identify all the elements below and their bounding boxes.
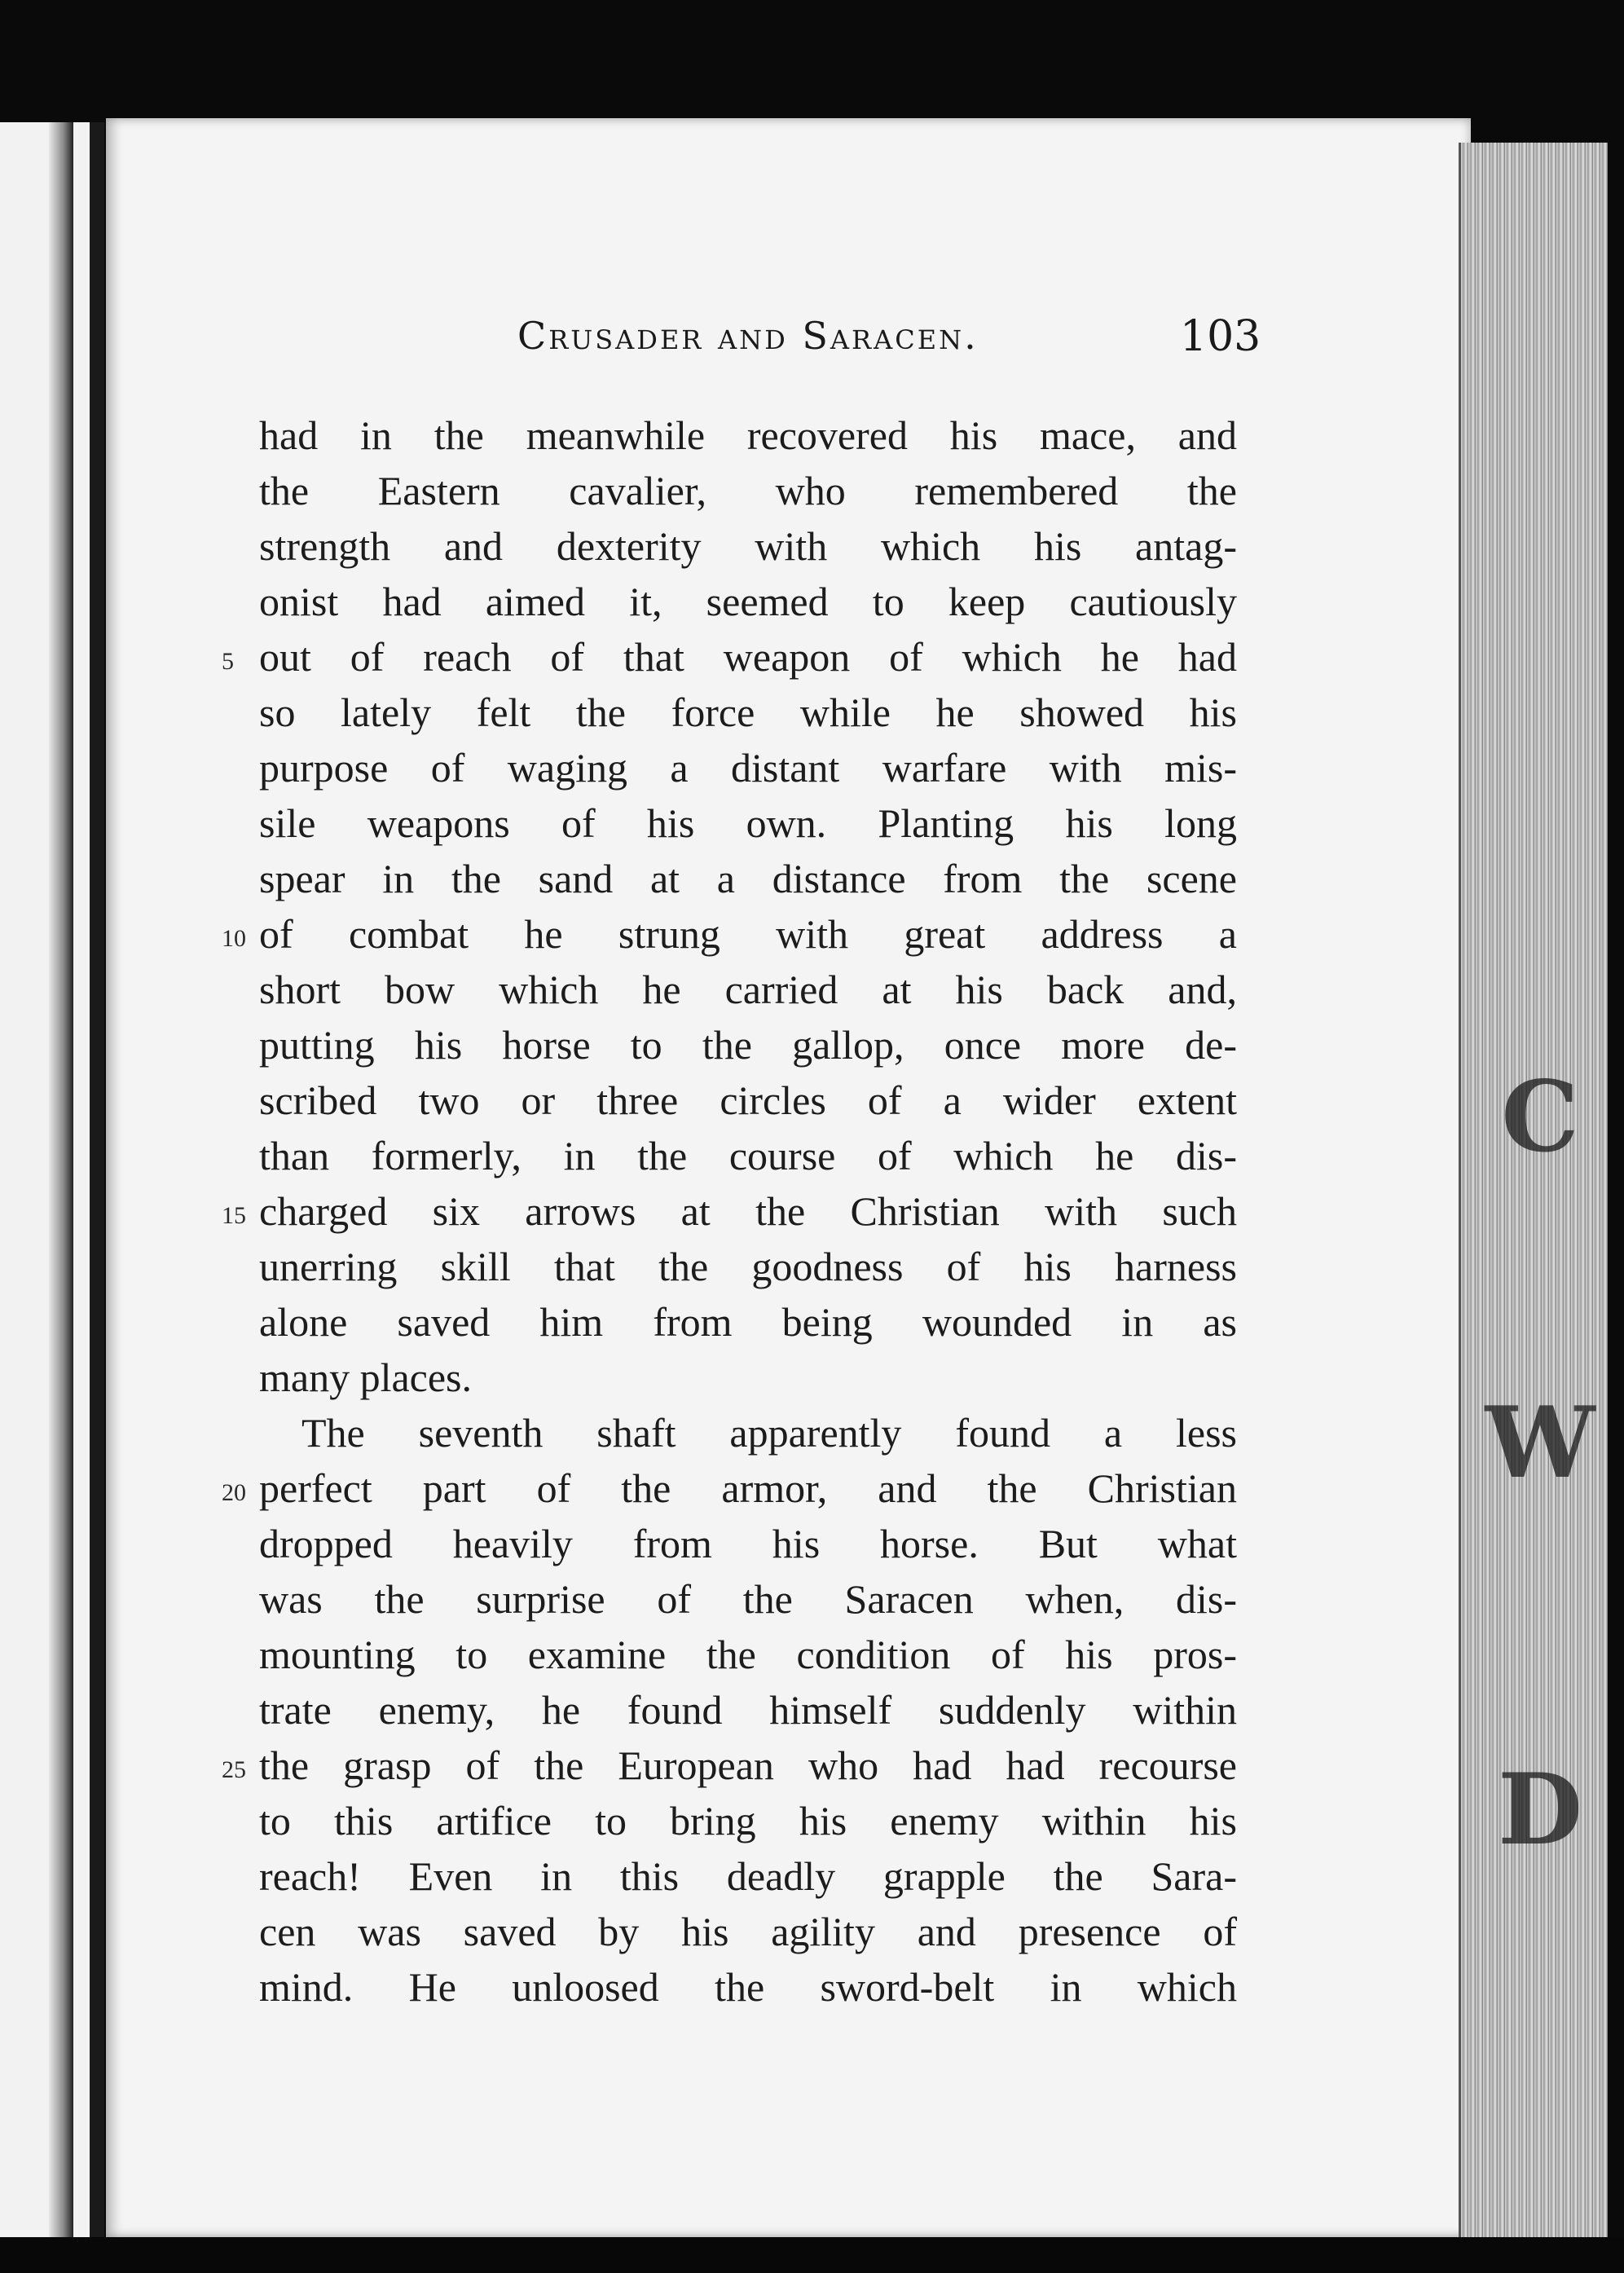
text-line [259, 795, 1237, 851]
scan-border [0, 2237, 1624, 2273]
line-text: scribed two or three circles of a wider extent [259, 1077, 1237, 1123]
text-line [222, 1738, 1237, 1793]
line-text: of combat he strung with great address a [259, 911, 1237, 957]
fore-edge-stamp-letter: W [1485, 1385, 1595, 1500]
text-line [259, 740, 1237, 795]
page-fore-edge [1459, 143, 1608, 2237]
line-number: 15 [222, 1202, 246, 1229]
text-line [259, 1516, 1237, 1571]
text-line [259, 463, 1237, 518]
text-line [259, 1848, 1237, 1904]
line-text: than formerly, in the course of which he dis- [259, 1133, 1237, 1178]
line-text: putting his horse to the gallop, once more de- [259, 1022, 1237, 1068]
text-line [259, 1239, 1237, 1294]
line-text: unerring skill that the goodness of his harness [259, 1244, 1237, 1289]
line-text: was the surprise of the Saracen when, dis- [259, 1576, 1237, 1622]
fore-edge-stamp-letter: D [1497, 1752, 1583, 1867]
text-line [259, 1793, 1237, 1848]
page-number: 103 [1180, 312, 1261, 361]
line-text: charged six arrows at the Christian with such [259, 1188, 1237, 1234]
text-line [259, 685, 1237, 740]
line-text: many places. [259, 1355, 473, 1400]
text-line [259, 1128, 1237, 1183]
line-text: purpose of waging a distant warfare with mis- [259, 745, 1237, 791]
text-line [259, 407, 1237, 463]
text-line [259, 1294, 1237, 1350]
line-text: sile weapons of his own. Planting his long [259, 800, 1237, 846]
line-text: onist had aimed it, seemed to keep cautiously [259, 579, 1237, 624]
text-line [222, 629, 1237, 685]
line-text: out of reach of that weapon of which he had [259, 634, 1237, 680]
text-line [222, 1460, 1237, 1516]
line-text: short bow which he carried at his back and, [259, 967, 1237, 1012]
running-head-title: Crusader and Saracen. [517, 314, 979, 358]
line-text: cen was saved by his agility and presence of [259, 1909, 1237, 1954]
line-text: alone saved him from being wounded in as [259, 1299, 1237, 1345]
line-text: reach! Even in this deadly grapple the Sara- [259, 1853, 1237, 1899]
text-line [259, 1571, 1237, 1627]
text-line [222, 1183, 1237, 1239]
line-number: 25 [222, 1756, 246, 1783]
text-line [259, 518, 1237, 574]
line-number: 5 [222, 648, 234, 675]
book-gutter [49, 122, 73, 2273]
line-text: trate enemy, he found himself suddenly within [259, 1687, 1237, 1733]
line-text: dropped heavily from his horse. But what [259, 1521, 1237, 1566]
text-line [259, 1405, 1237, 1460]
text-line [259, 1350, 1237, 1405]
line-text: the grasp of the European who had had recourse [259, 1742, 1237, 1788]
text-line [259, 1017, 1237, 1073]
text-line [259, 962, 1237, 1017]
text-line [222, 906, 1237, 962]
text-line [259, 1959, 1237, 2015]
body-text [222, 407, 1245, 2015]
line-text: had in the meanwhile recovered his mace, and [259, 412, 1237, 458]
text-line [259, 1904, 1237, 1959]
line-text: to this artifice to bring his enemy within his [259, 1798, 1237, 1844]
line-text: so lately felt the force while he showed his [259, 689, 1237, 735]
text-line [259, 1682, 1237, 1738]
fore-edge-stamp-letter: C [1501, 1059, 1579, 1174]
text-line [259, 574, 1237, 629]
line-number: 20 [222, 1479, 246, 1506]
line-text: spear in the sand at a distance from the scene [259, 856, 1237, 901]
line-text: perfect part of the armor, and the Christian [259, 1465, 1237, 1511]
line-text: The seventh shaft apparently found a less [301, 1410, 1237, 1456]
line-text: the Eastern cavalier, who remembered the [259, 468, 1237, 513]
line-text: mind. He unloosed the sword-belt in which [259, 1964, 1237, 2010]
line-number: 10 [222, 925, 246, 952]
text-line [259, 851, 1237, 906]
text-line [259, 1627, 1237, 1682]
line-text: strength and dexterity with which his antag- [259, 523, 1237, 569]
line-text: mounting to examine the condition of his pros- [259, 1632, 1237, 1677]
text-line [259, 1073, 1237, 1128]
